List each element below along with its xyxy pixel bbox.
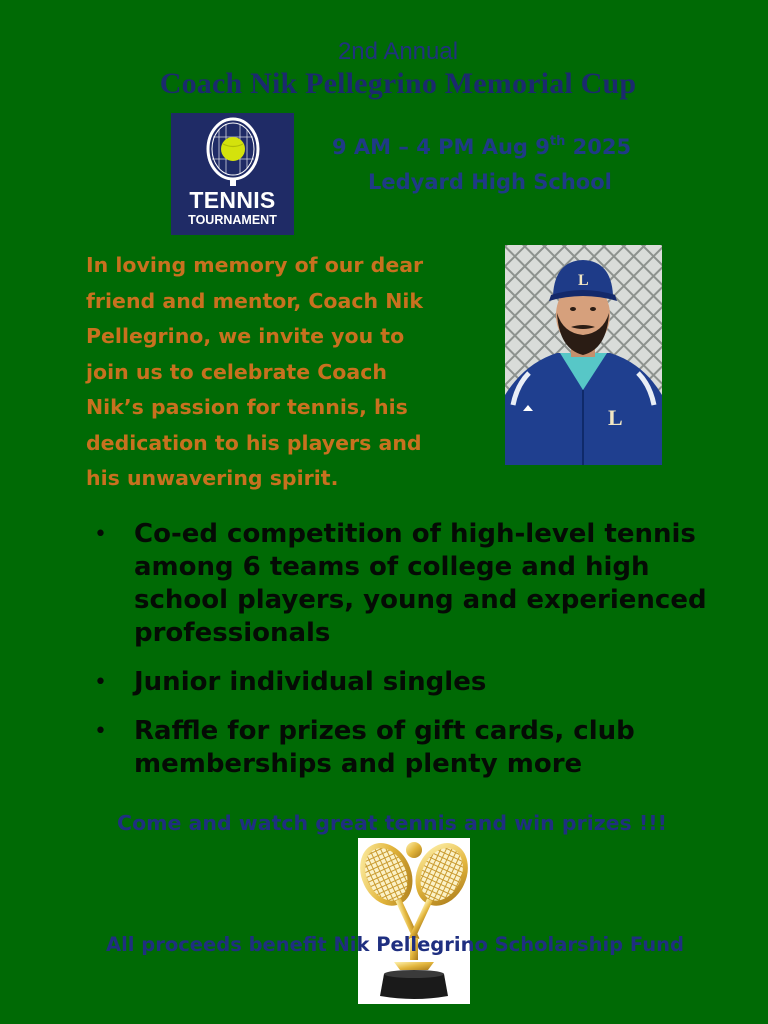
event-venue: Ledyard High School (368, 170, 612, 194)
logo-title: TENNIS (189, 187, 276, 213)
list-item-line: • Raffle for prizes of gift cards, club (134, 716, 635, 746)
list-item (92, 666, 732, 699)
day-suffix: th (549, 134, 566, 149)
memorial-line: join us to celebrate Coach (86, 359, 387, 384)
logo-subtitle: TOURNAMENT (188, 213, 277, 227)
list-item-line: • Co-ed competition of high-level tennis (134, 519, 696, 549)
memorial-line: friend and mentor, Coach Nik (86, 288, 424, 313)
trophy-icon (358, 838, 470, 1004)
memorial-line: In loving memory of our dear (86, 253, 424, 277)
memorial-line: his unwavering spirit. (86, 466, 339, 490)
list-item (92, 715, 732, 781)
list-item-line: • Junior individual singles (134, 667, 487, 697)
coach-photo (505, 245, 662, 465)
memorial-line: Pellegrino, we invite you to (86, 324, 405, 348)
svg-text:L: L (578, 272, 589, 289)
page-title: Coach Nik Pellegrino Memorial Cup (159, 67, 637, 100)
event-time: 9 AM – 4 PM Aug 9 (332, 135, 550, 159)
call-to-action: Come and watch great tennis and win prizes !!! (117, 811, 667, 835)
list-item-line: school players, young and experienced (134, 585, 707, 615)
memorial-text (86, 248, 486, 497)
trophy-image (358, 838, 470, 1004)
footer-note: All proceeds benefit Nik Pellegrino Scholarship Fund (106, 933, 684, 956)
list-item-line: professionals (134, 618, 331, 648)
list-item-line: among 6 teams of college and high (134, 552, 650, 582)
tennis-tournament-logo (171, 113, 294, 235)
subtitle: 2nd Annual (337, 38, 459, 65)
memorial-line: dedication to his players and (86, 430, 422, 455)
list-item (92, 518, 732, 650)
memorial-line: Nik’s passion for tennis, his (86, 395, 408, 419)
event-year: 2025 (565, 135, 632, 159)
list-item-line: memberships and plenty more (134, 749, 583, 779)
event-datetime (332, 134, 662, 159)
highlights-list (92, 518, 732, 797)
svg-text:L: L (608, 405, 623, 430)
